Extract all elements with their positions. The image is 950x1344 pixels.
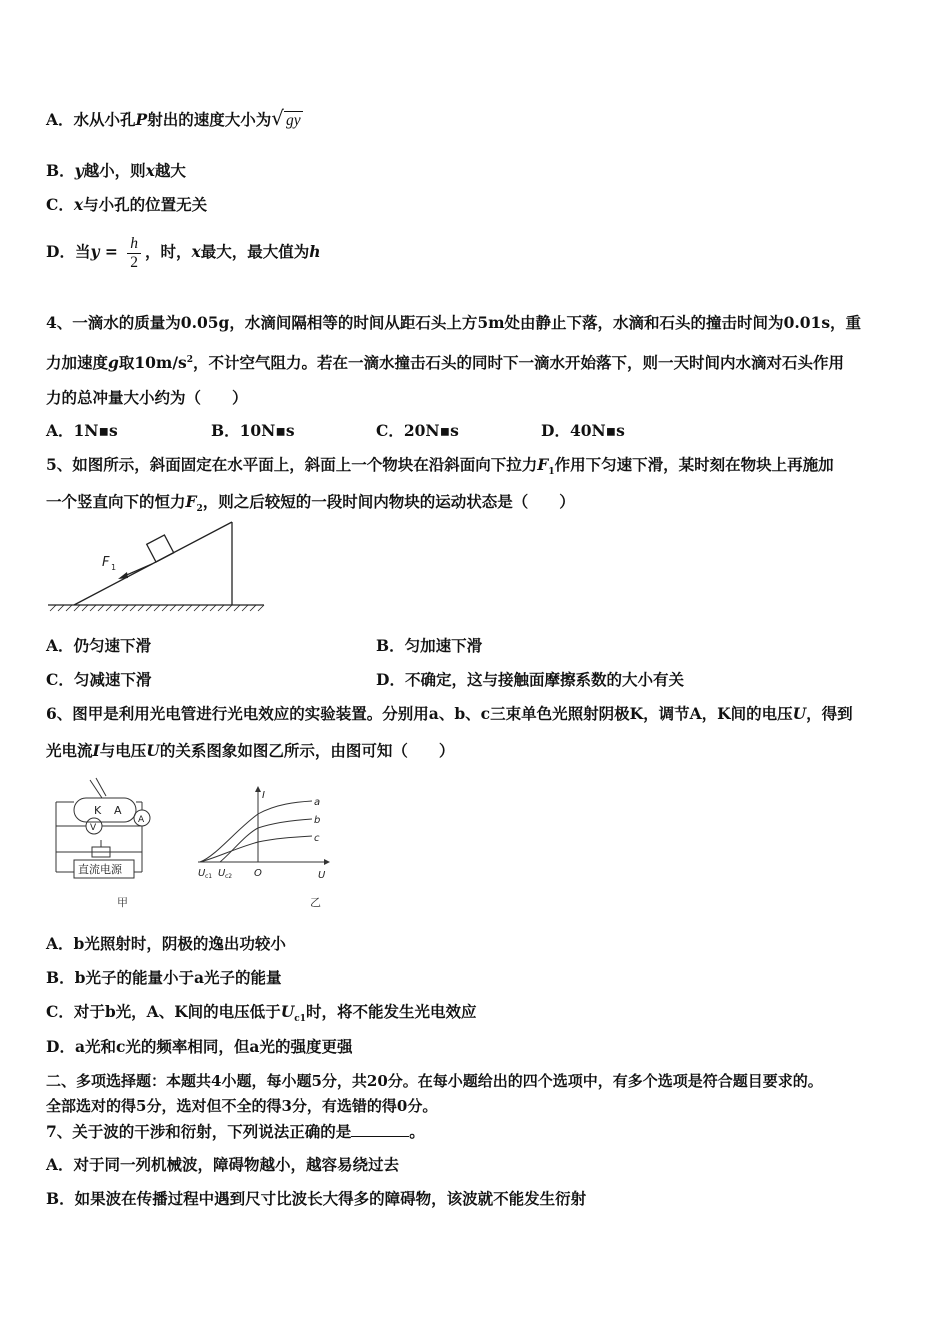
graph-label-u: U [318,870,326,881]
q4-line2-text1: 力加速度 [46,353,109,373]
fraction-numerator: h [127,235,141,254]
label-ammeter: A [138,815,145,825]
q5-option-a: A．仍匀速下滑 [46,636,152,655]
q5-line2-text2: ，则之后较短的一段时间内物块的运动状态是（ ） [202,492,575,511]
q4-line2 [46,350,844,373]
q6-line1-text2: ，得到 [806,704,853,723]
incline-figure [44,520,268,616]
q6-option-c-text2: 时，将不能发生光电效应 [305,1002,477,1021]
q6-line2-u: U [146,741,160,760]
q6-option-d: D．a光和c光的频率相同，但a光的强度更强 [46,1037,353,1056]
photocell-tube [74,798,136,822]
q6-line2-i: I [92,741,100,760]
q4-option-a: A．1N▪s [46,421,118,440]
u-axis-arrow [324,859,330,865]
q3-option-b-var2: x [145,161,155,180]
q5-line1 [46,455,834,482]
q3-option-d-text2: ，时， [145,242,192,261]
q7-stem-end: 。 [409,1122,425,1141]
sqrt-gy: √ gy [271,106,301,130]
q3-option-c-var: x [73,195,84,214]
q5-line2-f: F [185,492,197,511]
q6-option-c [46,1002,476,1029]
graph-label-o: O [254,868,262,879]
q5-option-c: C．匀减速下滑 [46,670,152,689]
label-a-anode: A [114,804,122,817]
sqrt-argument: gy [285,112,301,129]
light-ray-2 [96,778,106,796]
graph-label-uc2-sub: c2 [225,873,233,880]
q6-line2 [46,741,454,761]
q4-option-b: B．10N▪s [211,421,295,440]
q6-option-c-u: U [280,1002,295,1021]
q3-option-d-var: y [90,242,100,261]
q6-option-b: B．b光子的能量小于a光子的能量 [46,968,282,987]
q4-line2-text3: ，不计空气阻力。若在一滴水撞击石头的同时下一滴水开始落下，则一天时间内水滴对石头作用 [192,353,844,373]
q3-option-d-text1: D．当 [46,242,91,261]
q6-line1-u: U [792,704,807,723]
q6-option-a: A．b光照射时，阴极的逸出功较小 [46,934,286,953]
q3-option-d-eq: = [99,242,124,261]
q3-option-a-text2: 射出的速度大小为 [147,110,272,129]
q6-option-c-text1: C．对于b光，A、K间的电压低于 [46,1002,281,1021]
label-jia: 甲 [117,896,128,909]
q3-option-b-end: 越大 [154,161,186,180]
q3-option-b-text: 越小，则 [83,161,146,180]
q5-option-d: D．不确定，这与接触面摩擦系数的大小有关 [376,670,684,689]
label-k: K [94,804,102,817]
q5-line2-sub: 2 [196,504,203,515]
q3-option-d [46,232,321,272]
q6-line2-text1: 光电流 [46,741,93,760]
q3-option-b-var1: y [74,161,84,180]
q3-option-a-var: P [135,110,148,129]
ground-hatching [50,605,264,611]
q4-line2-text2: 取10m/s [118,353,187,373]
section2-line1: 二、多项选择题：本题共4小题，每小题5分，共20分。在每小题给出的四个选项中，有多个选项是符合题目要求的。 [46,1072,823,1090]
graph-label-i: I [262,790,265,801]
q5-option-b: B．匀加速下滑 [376,636,483,655]
q4-option-c: C．20N▪s [376,421,459,440]
graph-label-c: c [314,833,320,844]
fraction-denominator: 2 [130,253,138,271]
f1-label: F [102,555,110,570]
q7-stem-text: 7、关于波的干涉和衍射，下列说法正确的是 [46,1122,352,1141]
q6-line1-text1: 6、图甲是利用光电管进行光电效应的实验装置。分别用a、b、c三束单色光照射阴极K，调节A，K间的电压 [46,704,793,723]
q7-stem [46,1122,425,1142]
q3-option-a [46,108,303,131]
q6-line2-text3: 的关系图象如图乙所示，由图可知（ ） [159,741,455,760]
q4-line1: 4、一滴水的质量为0.05g，水滴间隔相等的时间从距石头上方5m处由静止下落，水滴和石头的撞击时间为0.01s，重 [46,313,862,332]
q5-line1-sub: 1 [548,467,555,478]
q6-option-c-sub: c1 [294,1014,306,1025]
q7-option-b: B．如果波在传播过程中遇到尺寸比波长大得多的障碍物，该波就不能发生衍射 [46,1189,587,1208]
curve-a [200,801,312,862]
q3-option-a-text1: A．水从小孔 [46,110,136,129]
section2-line2: 全部选对的得5分，选对但不全的得3分，有选错的得0分。 [46,1097,438,1115]
q3-option-b-label: B． [46,161,75,180]
q6-line2-text2: 与电压 [99,741,147,760]
label-dc-power: 直流电源 [78,863,122,876]
incline-slope [74,522,232,605]
f1-label-sub: 1 [111,563,117,572]
q4-line3: 力的总冲量大小约为（ ） [46,388,248,407]
q3-option-d-var3: h [309,242,321,261]
q4-line2-sup: 2 [186,355,193,365]
q4-line2-g: g [108,353,119,373]
circuit-figure [50,776,170,910]
graph-label-uc1: U [198,868,206,879]
q4-option-d: D．40N▪s [541,421,625,440]
q3-option-c-label: C． [46,195,74,214]
q7-option-a: A．对于同一列机械波，障碍物越小，越容易绕过去 [46,1155,400,1174]
answer-blank [351,1122,409,1137]
iu-graph [196,786,336,912]
q3-option-c [46,195,207,215]
graph-label-a: a [314,797,321,808]
q3-option-d-var2: x [191,242,201,261]
graph-label-uc2: U [218,868,226,879]
light-ray-1 [90,780,102,798]
i-axis-arrow [255,786,261,792]
q5-line1-text2: 作用下匀速下滑，某时刻在物块上再施加 [554,455,834,474]
curve-c [200,836,312,862]
q5-line1-f: F [537,455,549,474]
label-voltmeter: V [90,823,97,833]
q3-option-d-text3: 最大，最大值为 [200,242,310,261]
q3-option-b [46,161,186,181]
q3-option-c-text: 与小孔的位置无关 [83,195,208,214]
graph-label-uc1-sub: c1 [205,873,213,880]
q5-line2 [46,492,575,519]
q5-line1-text1: 5、如图所示，斜面固定在水平面上，斜面上一个物块在沿斜面向下拉力 [46,455,538,474]
block [147,535,174,562]
label-yi: 乙 [310,896,321,909]
fraction-h-over-2 [127,235,141,272]
q5-line2-text1: 一个竖直向下的恒力 [46,492,186,511]
graph-label-b: b [314,815,321,826]
arrowhead [118,572,128,579]
q6-line1 [46,704,853,724]
